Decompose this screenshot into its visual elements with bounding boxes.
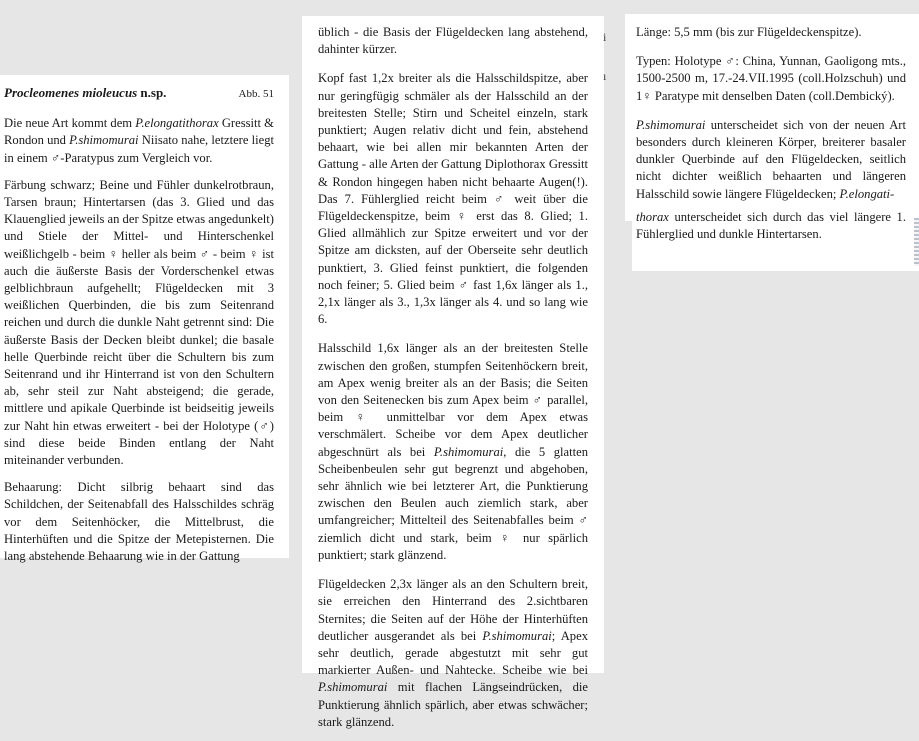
text-run: unterscheidet sich von der neuen Art besonders durch kleineren Körper, breiterer basaler dunkler Querbinde auf den Flügeldecken, seitlich nicht dichter weißlich behaarten und längeren Halsschild sowie längere Flügeldecken; (636, 117, 906, 201)
head-description-paragraph: Kopf fast 1,2x breiter als die Halsschildspitze, aber nur geringfügig schmäler als der Halsschild an der breitesten Stelle; Stirn und Scheitel einzeln, stark punktiert; Augen relativ dicht und fein, abstehend behaart, wie bei allen mir bekannten Arten der Gattung - alle Arten der Gattung Diplothorax Gressitt & Rondon hingegen haben nicht behaarte Augen(!). Das 7. Fühlerglied reicht beim ♂ weit über die Flügeldeckenspitze, beim ♀ erst das 8. Glied; 1. Glied allmählich zur Spitze erweitert und vor der Spitze am dicksten, auf der Oberseite sehr deutlich punktiert, 3. Glied feinst punktiert, die folgenden noch feiner; 5. Glied beim ♂ fast 1,6x länger als 1., 2,1x länger als 3., 1,3x länger als 4. und so lang wie 6. (318, 71, 588, 327)
continued-paragraph: üblich - die Basis der Flügeldecken lang abstehend, dahinter kürzer. (318, 25, 588, 57)
comparison-paragraph (636, 117, 906, 203)
text-run: unterscheidet sich durch das viel längere 1. Fühlerglied und dunkle Hintertarsen. (636, 209, 906, 242)
species-ref: P.shimomurai (69, 133, 139, 148)
species-ref: thorax (636, 209, 669, 224)
middle-text-column (318, 24, 588, 741)
species-ref: P.elongatithorax (135, 116, 219, 131)
scan-edge-artifact (914, 218, 919, 266)
comparison-continued-paragraph (636, 209, 906, 243)
text-run: Flügeldecken 2,3x länger als an den Schultern breit, sie erreichen den Hinterrand des 2.sichtbaren Sternites; die Seiten auf der Höhe der Hinterhüften deutlicher ausgerandet als bei (318, 577, 588, 643)
left-text-column (4, 84, 274, 575)
coloration-paragraph: Färbung schwarz; Beine und Fühler dunkelrotbraun, Tarsen braun; Hintertarsen (das 3. Glied und das Klauenglied jeweils an der Spitze etwas angedunkelt) und Stiele der Mittel- und Hinterschenkel weißlichgelb - beim ♀ heller als beim ♂ - beim ♀ ist auch die äußerste Basis der Vorderschenkel etwas gelblichbraun aufgehellt; Flügeldecken mit 3 weißlichen Querbinden, die bis zum Seitenrand reichen und durch die dunkle Naht getrennt sind: Die äußerste Basis der Decken bleibt dunkel; die basale helle Querbinde reicht über die Schultern bis zum Seitenrand und ihr Hinterrand ist von den Schultern ab, sehr steil zur Naht absteigend; die gerade, mittlere und apikale Querbinde ist beidseitig jeweils zur Naht hin etwas erweitert - bei der Holotype (♂) sind diese beide Binden entlang der Naht miteinander verbunden. (4, 177, 274, 468)
pronotum-description-paragraph (318, 340, 588, 564)
species-heading (4, 84, 274, 103)
species-ref: P.shimomurai (433, 444, 504, 459)
species-ref: P.shimomurai (318, 680, 388, 695)
right-text-column (636, 24, 906, 253)
species-ref: P.elongati- (839, 186, 895, 201)
species-name: Procleomenes mioleucus (4, 85, 138, 100)
text-run: Halsschild 1,6x länger als an der breitesten Stelle zwischen den großen, stumpfen Seitenhöckern breit, am Apex wenig breiter als an der Basis; die Seiten von den Seitenecken bis zum Apex beim ♂ parallel, beim ♀ unmittelbar vor dem Apex etwas verschmälert. Scheibe vor dem Apex deutlicher abgeschnürt als bei (318, 341, 588, 459)
types-paragraph: Typen: Holotype ♂: China, Yunnan, Gaoligong mts., 1500-2500 m, 17.-24.VII.1995 (coll.Holzschuh) und 1♀ Paratype mit denselben Daten (coll.Dembický). (636, 54, 906, 103)
text-run: Die neue Art kommt dem (4, 116, 136, 131)
length-paragraph: Länge: 5,5 mm (bis zur Flügeldeckenspitze). (636, 25, 862, 39)
gutter-mark: ı (603, 69, 607, 83)
elytra-description-paragraph (318, 576, 588, 731)
species-ref: P.shimomurai (482, 628, 552, 643)
text-run: , die 5 glatten Scheibenbeulen sehr gut begrenzt und abgehoben, sehr ähnlich wie bei letzterer Art, die Punktierung zwischen den Beulen auch ziemlich stark, aber umfangreicher; Mittelteil des Seitenabfalles beim ♂ ziemlich dicht und stark, beim ♀ nur spärlich punktiert; stark glänzend. (318, 444, 588, 562)
text-run: mit flachen Längseindrücken, die Punktierung ähnlich spärlich, aber etwas schwächer; stark glänzend. (318, 680, 588, 729)
text-run: Gressitt & Rondon und (4, 116, 274, 148)
pubescence-paragraph: Behaarung: Dicht silbrig behaart sind das Schildchen, der Seitenabfall des Halsschildes schräg vor dem Seitenhöcker, die Mittelbrust, die Hinterhüften und die Spitze der Metepisternen. Die lang abstehende Behaarung wie in der Gattung (4, 480, 274, 564)
text-run: ; Apex sehr deutlich, gerade abgestutzt mit sehr gut markierter Außen- und Nahtecke. Scheibe wie bei (318, 628, 588, 678)
text-run: Niisato nahe, letztere liegt in einem ♂-Paratypus zum Vergleich vor. (4, 133, 274, 165)
intro-paragraph (4, 115, 274, 167)
species-ref: P.shimomurai (636, 117, 706, 132)
figure-reference: Abb. 51 (238, 88, 274, 100)
species-title (4, 84, 166, 102)
gutter-mark: i (603, 30, 607, 44)
new-species-marker: n.sp. (140, 85, 167, 100)
